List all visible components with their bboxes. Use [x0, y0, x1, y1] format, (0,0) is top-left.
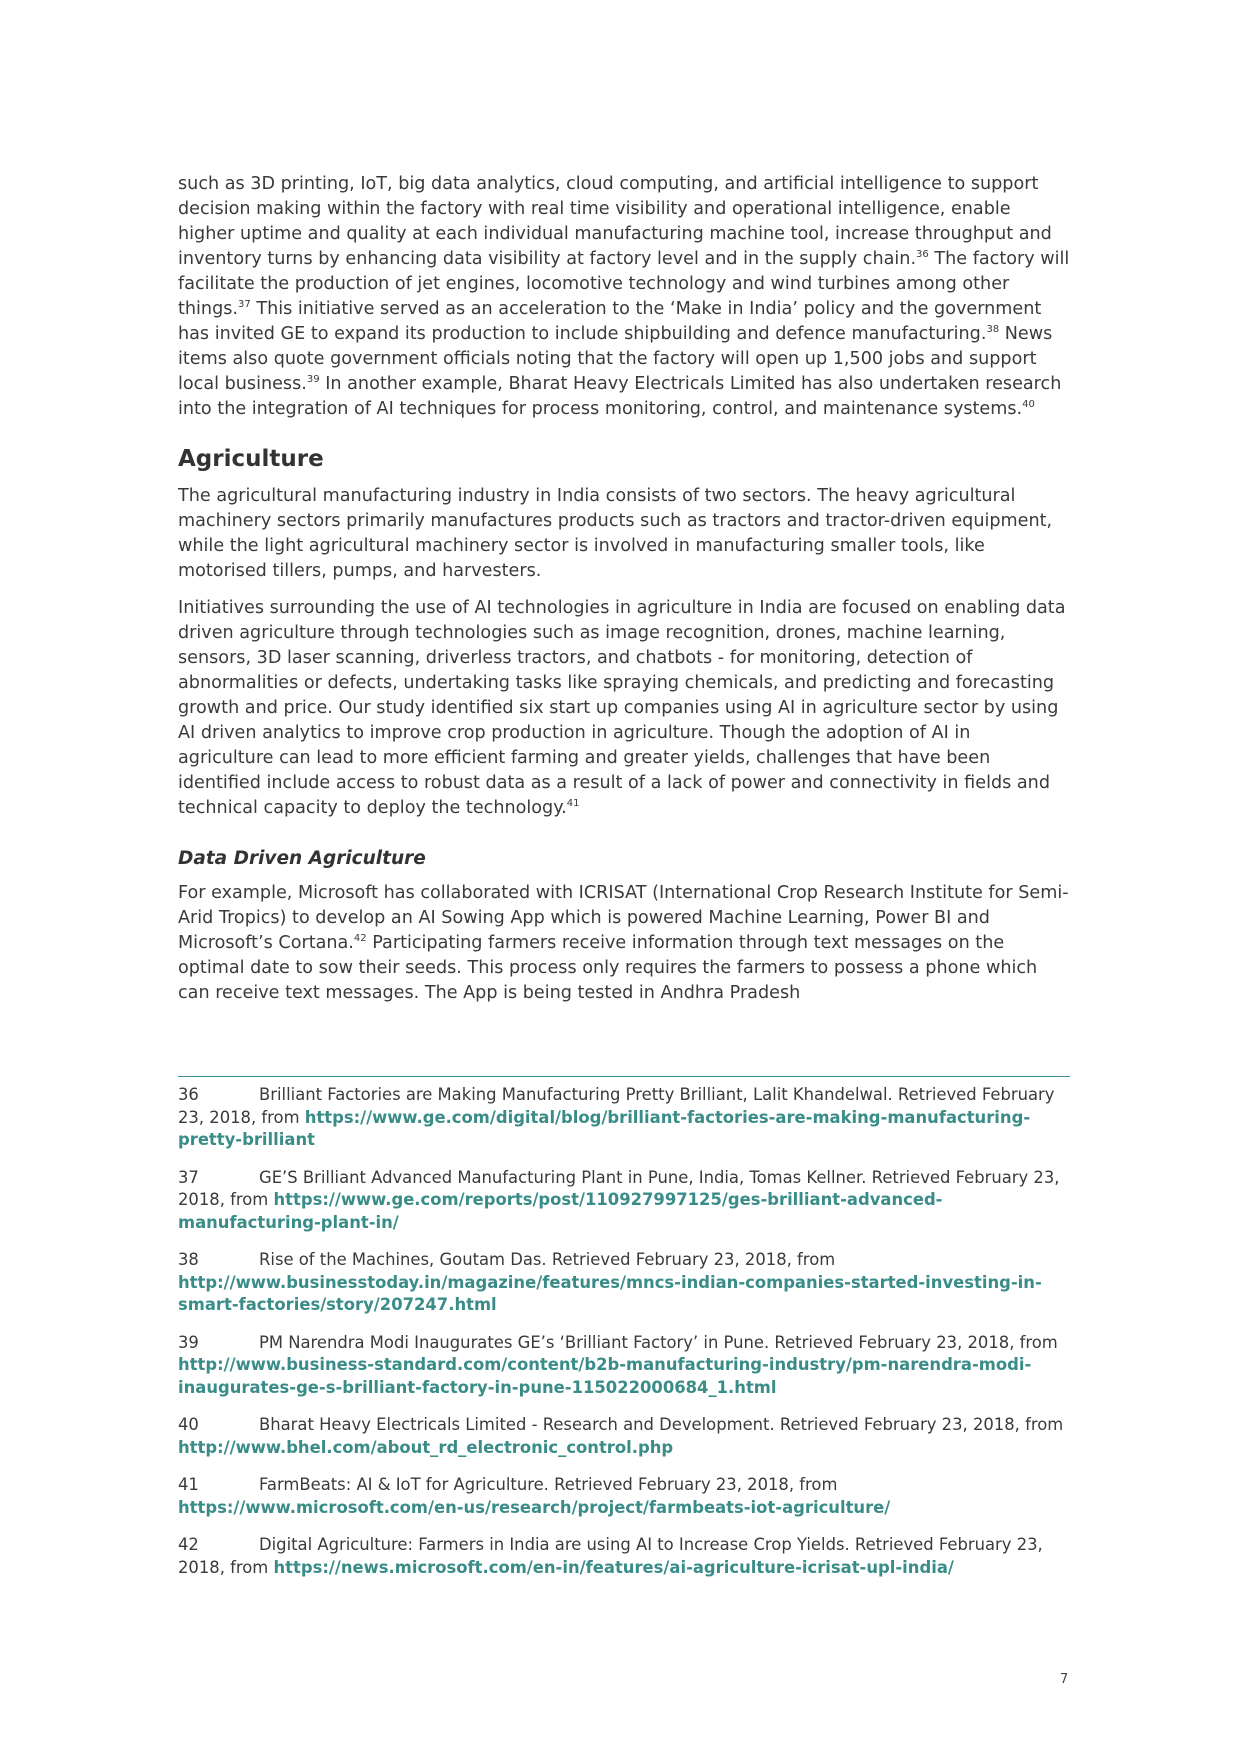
- paragraph-initiatives: [178, 596, 1070, 821]
- footnote-text: Digital Agriculture: Farmers in India are using AI to Increase Crop Yields. Retrieved February 23, 2018, from: [178, 1535, 1043, 1577]
- footnote-ref[interactable]: 37: [238, 299, 251, 311]
- footnote-number: 41: [178, 1475, 199, 1494]
- footnote-number: 39: [178, 1332, 199, 1352]
- footnote-item: [178, 1332, 1070, 1400]
- footnote-item: [178, 1474, 1070, 1519]
- footnote-link[interactable]: https://www.ge.com/reports/post/110927997125/ges-brilliant-advanced-manufacturing-plant-in/: [178, 1190, 943, 1232]
- footnotes: [178, 1084, 1070, 1594]
- footnote-ref[interactable]: 42: [353, 933, 367, 945]
- paragraph-sectors: The agricultural manufacturing industry in India consists of two sectors. The heavy agricultural machinery sectors primarily manufactures products such as tractors and tractor-driven equipment, while the light agricultural machinery sector is involved in manufacturing smaller tools, like motorised tillers, pumps, and harvesters.: [178, 486, 1053, 581]
- footnote-item: [178, 1249, 1070, 1317]
- footnote-link[interactable]: https://news.microsoft.com/en-in/features/ai-agriculture-icrisat-upl-india/: [273, 1557, 954, 1577]
- paragraph-microsoft: [178, 881, 1070, 1006]
- subheading-data-driven-agriculture: Data Driven Agriculture: [178, 848, 426, 869]
- paragraph-text: News items also quote government officials noting that the factory will open up 1,500 jobs and support local business.: [178, 324, 1053, 394]
- footnote-ref[interactable]: 41: [566, 798, 580, 810]
- footnote-text: Brilliant Factories are Making Manufacturing Pretty Brilliant, Lalit Khandelwal. Retrieved February 23, 2018, from: [178, 1085, 1055, 1127]
- footnote-number: 37: [178, 1167, 199, 1187]
- footnote-item: [178, 1084, 1070, 1152]
- footnote-number: 40: [178, 1415, 199, 1434]
- section-heading-agriculture: Agriculture: [178, 446, 324, 472]
- paragraph-text: such as 3D printing, IoT, big data analytics, cloud computing, and artificial intelligence to support decision making within the factory with real time visibility and operational intelligence, enable higher uptime and quality at each individual manufacturing machine tool, increase throughput and inventory turns by enhancing data visibility at factory level and in the supply chain.: [178, 174, 1052, 269]
- paragraph-text: This initiative served as an acceleration to the ‘Make in India’ policy and the government has invited GE to expand its production to include shipbuilding and defence manufacturing.: [178, 299, 1042, 344]
- footnote-link[interactable]: https://www.ge.com/digital/blog/brilliant-factories-are-making-manufacturing-pretty-brilliant: [178, 1107, 1031, 1149]
- footnote-item: [178, 1414, 1070, 1459]
- footnote-number: 42: [178, 1535, 199, 1554]
- footnote-text: Rise of the Machines, Goutam Das. Retrieved February 23, 2018, from: [259, 1250, 836, 1269]
- footnote-text: PM Narendra Modi Inaugurates GE’s ‘Brilliant Factory’ in Pune. Retrieved February 23, 2018, from: [259, 1332, 1058, 1352]
- footnote-ref[interactable]: 36: [916, 249, 929, 261]
- footnote-ref[interactable]: 39: [306, 374, 320, 386]
- paragraph-text: The factory will facilitate the production of jet engines, locomotive technology and wind turbines among other things.: [178, 249, 1070, 319]
- footnote-link[interactable]: http://www.bhel.com/about_rd_electronic_control.php: [178, 1437, 674, 1457]
- footnote-text: Bharat Heavy Electricals Limited - Research and Development. Retrieved February 23, 2018, from: [259, 1415, 1064, 1434]
- footnote-number: 36: [178, 1085, 199, 1104]
- footnote-text: FarmBeats: AI & IoT for Agriculture. Retrieved February 23, 2018, from: [259, 1475, 838, 1494]
- footnote-number: 38: [178, 1250, 199, 1269]
- footnote-ref[interactable]: 38: [986, 324, 1000, 336]
- paragraph-text: In another example, Bharat Heavy Electricals Limited has also undertaken research into the integration of AI techniques for process monitoring, control, and maintenance systems.: [178, 374, 1062, 419]
- page-number: 7: [1060, 1672, 1069, 1687]
- footnote-ref[interactable]: 40: [1022, 399, 1035, 411]
- paragraph-factory: [178, 172, 1070, 422]
- footnote-text: GE’S Brilliant Advanced Manufacturing Plant in Pune, India, Tomas Kellner. Retrieved February 23, 2018, from: [178, 1167, 1060, 1209]
- footnote-item: [178, 1534, 1070, 1579]
- page-body: [178, 172, 1070, 1006]
- footnote-link[interactable]: http://www.business-standard.com/content/b2b-manufacturing-industry/pm-narendra-modi-inaugurates-ge-s-brilliant-factory-in-pune-115022000684_1.html: [178, 1355, 1032, 1397]
- footnote-link[interactable]: http://www.businesstoday.in/magazine/features/mncs-indian-companies-started-investing-in-smart-factories/story/207247.html: [178, 1272, 1042, 1314]
- footnote-item: [178, 1167, 1070, 1235]
- paragraph-text: Initiatives surrounding the use of AI technologies in agriculture in India are focused on enabling data driven agriculture through technologies such as image recognition, drones, machine learning, sensors, 3D laser scanning, driverless tractors, and chatbots - for monitoring, detection of abnormalities or defects, undertaking tasks like spraying chemicals, and predicting and forecasting growth and price. Our study identified six start up companies using AI in agriculture sector by using AI driven analytics to improve crop production in agriculture. Though the adoption of AI in agriculture can lead to more efficient farming and greater yields, challenges that have been identified include access to robust data as a result of a lack of power and connectivity in fields and technical capacity to deploy the technology.: [178, 598, 1066, 818]
- footnote-divider: [178, 1076, 1070, 1077]
- paragraph-text: For example, Microsoft has collaborated with ICRISAT (International Crop Research Institute for Semi-Arid Tropics) to develop an AI Sowing App which is powered Machine Learning, Power BI and Microsoft’s Cortana.: [178, 883, 1069, 953]
- paragraph-text: Participating farmers receive information through text messages on the optimal date to sow their seeds. This process only requires the farmers to possess a phone which can receive text messages. The App is being tested in Andhra Pradesh: [178, 933, 1038, 1003]
- footnote-link[interactable]: https://www.microsoft.com/en-us/research/project/farmbeats-iot-agriculture/: [178, 1497, 891, 1517]
